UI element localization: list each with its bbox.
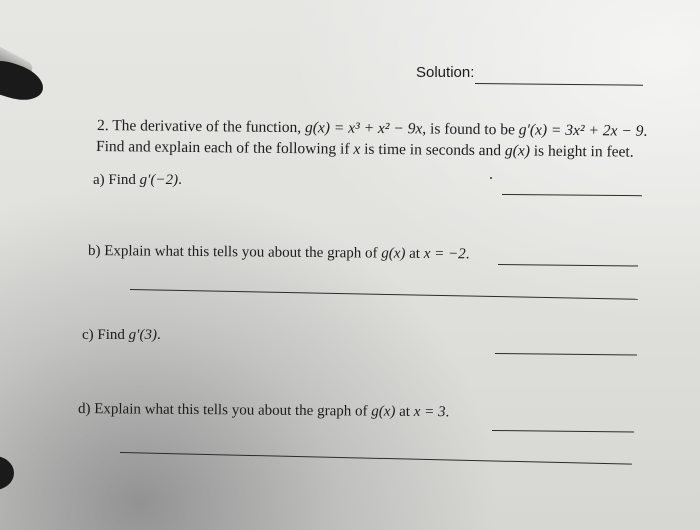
part-b-answer-line-1[interactable] [498,264,638,267]
part-a-answer-line[interactable] [502,194,642,197]
pencil-dot [490,177,492,179]
part-c-answer-line[interactable] [495,353,637,356]
part-b-answer-line-2[interactable] [130,289,638,300]
solution-answer-line[interactable] [475,83,643,86]
question-line-2: Find and explain each of the following if x is time in seconds and g(x) is height in feet. [95,138,634,161]
part-d-prompt: d) Explain what this tells you about the graph of g(x) at x = 3. [77,401,450,421]
derivative-expression: g′(x) = 3x² + 2x − 9 [518,121,644,140]
part-d-answer-line-1[interactable] [492,430,634,433]
part-b-prompt: b) Explain what this tells you about the graph of g(x) at x = −2. [87,243,470,263]
function-expression: g(x) = x³ + x² − 9x [304,119,423,138]
part-d-answer-line-2[interactable] [120,452,632,465]
solution-label: Solution: [416,64,475,81]
question-line-1: 2. The derivative of the function, g(x) = x³ + x² − 9x, is found to be g′(x) = 3x² + 2x − 9. [96,117,648,140]
part-a-prompt: a) Find g′(−2). [93,172,182,188]
binder-ring-bottom [0,456,14,490]
question-number: 2. [96,117,109,135]
part-c-prompt: c) Find g′(3). [82,327,161,343]
